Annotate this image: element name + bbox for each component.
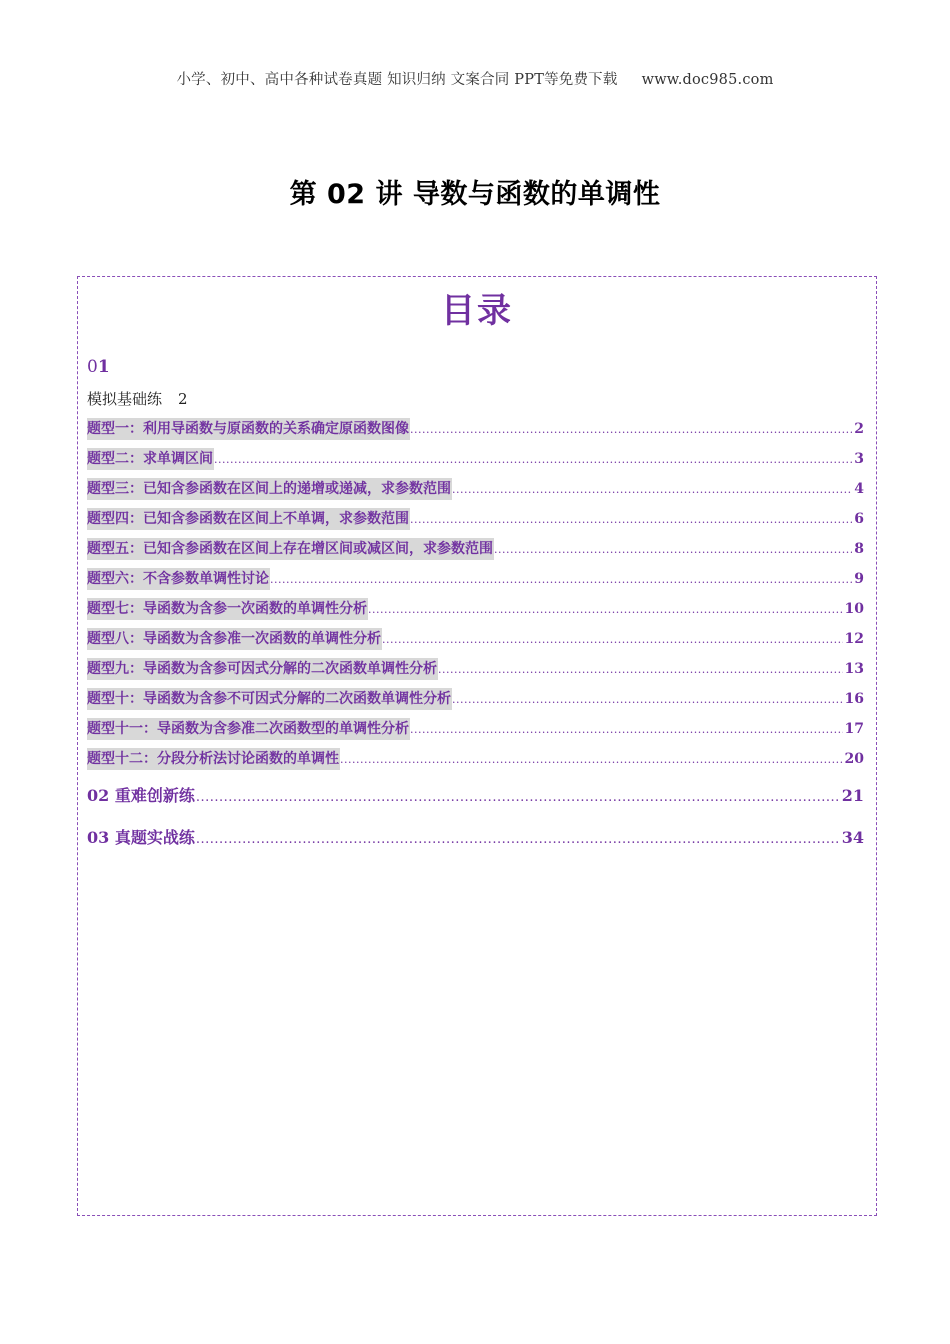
toc-entry-page: 6 xyxy=(854,511,864,527)
toc-sub-label xyxy=(87,388,188,409)
header-site[interactable]: www.doc985.com xyxy=(641,72,774,88)
toc-entry-label: 题型五：已知含参函数在区间上存在增区间或减区间，求参数范围 xyxy=(87,538,494,560)
toc-entry-page: 9 xyxy=(854,571,864,587)
toc-entry-page: 10 xyxy=(844,601,864,617)
toc-entry-page: 4 xyxy=(854,481,864,497)
toc-entries xyxy=(87,418,864,778)
toc-entry-label: 题型六：不含参数单调性讨论 xyxy=(87,568,270,590)
toc-entry-page: 8 xyxy=(854,541,864,557)
toc-leader-dots xyxy=(382,629,843,651)
toc-leader-dots xyxy=(410,509,852,531)
toc-entry[interactable] xyxy=(87,508,864,538)
toc-leader-dots xyxy=(410,419,852,441)
section-number-digit: 1 xyxy=(97,357,110,377)
page-title: 第 02 讲 导数与函数的单调性 xyxy=(289,179,661,210)
toc-leader-dots xyxy=(368,599,843,621)
toc-major-entry[interactable] xyxy=(87,827,864,861)
toc-entry[interactable] xyxy=(87,688,864,718)
toc-entry-page: 12 xyxy=(844,631,864,647)
toc-section-number xyxy=(87,357,110,377)
toc-major-entry[interactable] xyxy=(87,785,864,819)
toc-entry[interactable] xyxy=(87,718,864,748)
toc-leader-dots xyxy=(196,787,840,809)
toc-entry-label: 题型八：导函数为含参准一次函数的单调性分析 xyxy=(87,628,382,650)
toc-entry[interactable] xyxy=(87,448,864,478)
toc-entry-label: 题型四：已知含参函数在区间上不单调，求参数范围 xyxy=(87,508,410,530)
toc-entry[interactable] xyxy=(87,478,864,508)
toc-entry-label: 02 重难创新练 xyxy=(87,786,195,805)
toc-entry-page: 20 xyxy=(844,751,864,767)
toc-leader-dots xyxy=(438,659,843,681)
toc-entry-label: 题型十：导函数为含参不可因式分解的二次函数单调性分析 xyxy=(87,688,452,710)
toc-entry-page: 21 xyxy=(841,786,864,805)
toc-entry-label: 题型九：导函数为含参可因式分解的二次函数单调性分析 xyxy=(87,658,438,680)
toc-entry-page: 34 xyxy=(841,828,864,847)
toc-entry-page: 2 xyxy=(854,421,864,437)
toc-entry[interactable] xyxy=(87,538,864,568)
toc-leader-dots xyxy=(494,539,852,561)
toc-entry-label: 题型十一：导函数为含参准二次函数型的单调性分析 xyxy=(87,718,410,740)
toc-entry-label: 题型一：利用导函数与原函数的关系确定原函数图像 xyxy=(87,418,410,440)
toc-leader-dots xyxy=(410,719,843,741)
toc-leader-dots xyxy=(214,449,852,471)
toc-entry-label: 03 真题实战练 xyxy=(87,828,195,847)
toc-entry-label: 题型七：导函数为含参一次函数的单调性分析 xyxy=(87,598,368,620)
page-header xyxy=(0,68,950,89)
toc-leader-dots xyxy=(196,829,840,851)
toc-leader-dots xyxy=(270,569,852,591)
toc-leader-dots xyxy=(452,689,843,711)
toc-entry-label: 题型二：求单调区间 xyxy=(87,448,214,470)
toc-entry-label: 题型三：已知含参函数在区间上的递增或递减，求参数范围 xyxy=(87,478,452,500)
toc-leader-dots xyxy=(452,479,852,501)
sub-label-page: 2 xyxy=(178,390,188,408)
toc-entry-page: 13 xyxy=(844,661,864,677)
section-number-prefix: 0 xyxy=(87,357,98,377)
header-text: 小学、初中、高中各种试卷真题 知识归纳 文案合同 PPT等免费下载 xyxy=(176,72,618,88)
toc-entry-label: 题型十二：分段分析法讨论函数的单调性 xyxy=(87,748,340,770)
toc-leader-dots xyxy=(340,749,843,771)
toc-entry-page: 17 xyxy=(844,721,864,737)
toc-entry[interactable] xyxy=(87,748,864,778)
toc-entry[interactable] xyxy=(87,568,864,598)
sub-label-text: 模拟基础练 xyxy=(87,390,163,408)
toc-entry-page: 3 xyxy=(854,451,864,467)
toc-entry[interactable] xyxy=(87,418,864,448)
toc-entry-page: 16 xyxy=(844,691,864,707)
toc-heading: 目录 xyxy=(441,291,513,331)
toc-box xyxy=(77,276,877,1216)
toc-entry[interactable] xyxy=(87,598,864,628)
toc-major-entries xyxy=(87,785,864,861)
toc-entry[interactable] xyxy=(87,628,864,658)
toc-entry[interactable] xyxy=(87,658,864,688)
